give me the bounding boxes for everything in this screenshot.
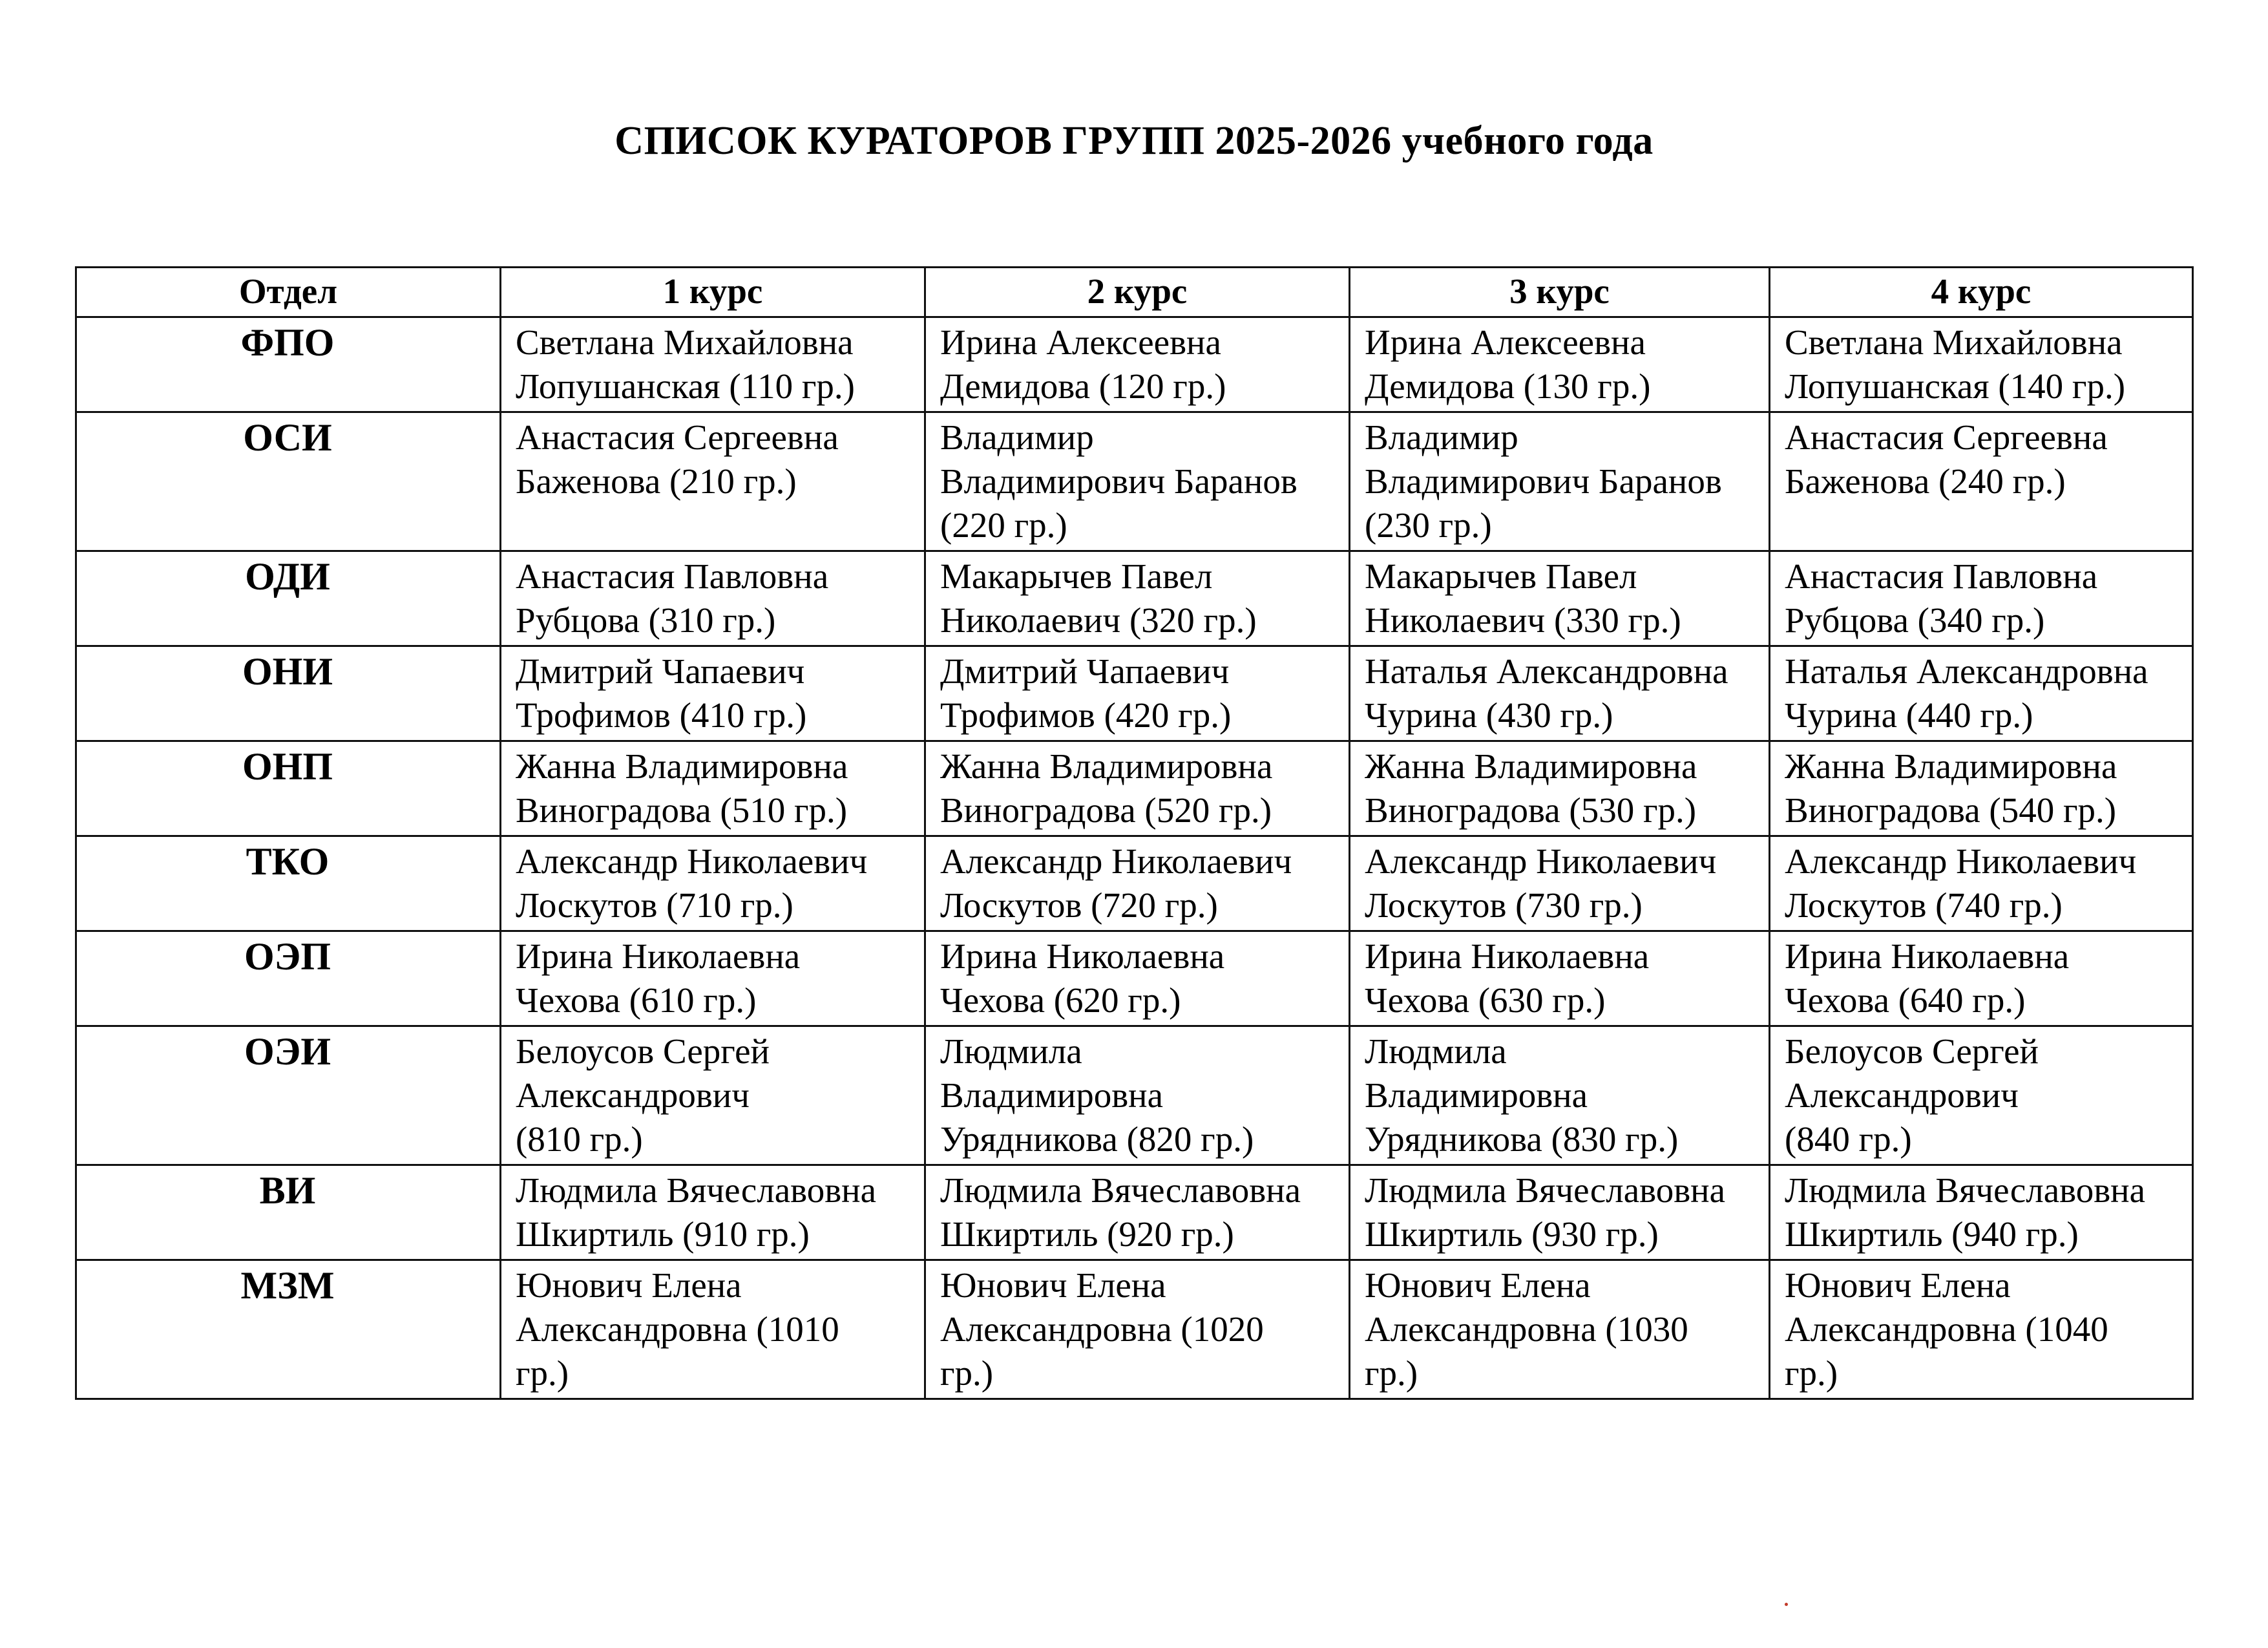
curator-text-line: Жанна Владимировна [516,746,848,786]
curator-text-line: Александровна (1010 [516,1309,839,1349]
header-dept: Отдел [76,268,501,317]
dept-cell: ОСИ [76,412,501,551]
curators-table [75,266,2194,1400]
curator-text-line: Александр Николаевич [940,841,1292,881]
curator-text-line: Владимирович Баранов [940,461,1297,501]
curator-text-line: Шкиртиль (930 гр.) [1365,1214,1659,1254]
header-course-1: 1 курс [501,268,925,317]
curator-text-line: Чехова (640 гр.) [1785,980,2026,1020]
curator-text-line: Ирина Николаевна [1785,936,2070,976]
dept-cell: ОНИ [76,646,501,741]
curator-cell-course-2 [925,836,1350,931]
curator-cell-course-4 [1770,1165,2193,1260]
curator-cell-course-1 [501,412,925,551]
curator-text-line: Баженова (240 гр.) [1785,461,2066,501]
curator-text-line: Демидова (130 гр.) [1365,366,1651,406]
curator-text-line: Дмитрий Чапаевич [940,651,1230,691]
curator-text-line: Виноградова (540 гр.) [1785,790,2117,830]
curator-text-line: Виноградова (510 гр.) [516,790,848,830]
dept-cell: ФПО [76,317,501,412]
curator-cell-course-1 [501,1165,925,1260]
curator-cell-course-1 [501,741,925,836]
curator-text-line: Александр Николаевич [516,841,868,881]
curator-cell-course-4 [1770,646,2193,741]
curator-text-line: Лоскутов (740 гр.) [1785,885,2063,925]
curator-cell-course-4 [1770,836,2193,931]
curator-text-line: Макарычев Павел [940,556,1213,596]
curator-text-line: Лоскутов (720 гр.) [940,885,1218,925]
curator-cell-course-1 [501,1260,925,1399]
table-row [76,1026,2193,1165]
curator-cell-course-4 [1770,931,2193,1026]
curator-cell-course-4 [1770,317,2193,412]
curator-text-line: Людмила [1365,1031,1507,1071]
curator-text-line: Владимировна [940,1075,1164,1115]
header-course-4: 4 курс [1770,268,2193,317]
curator-cell-course-2 [925,741,1350,836]
header-course-2: 2 курс [925,268,1350,317]
dept-cell: ВИ [76,1165,501,1260]
curator-text-line: Шкиртиль (920 гр.) [940,1214,1234,1254]
curator-cell-course-4 [1770,741,2193,836]
curator-cell-course-1 [501,551,925,646]
curator-cell-course-4 [1770,412,2193,551]
table-row [76,1260,2193,1399]
curator-text-line: Белоусов Сергей [516,1031,770,1071]
curator-text-line: Владимир [1365,417,1518,457]
curator-text-line: Владимир [940,417,1094,457]
curator-text-line: Урядникова (820 гр.) [940,1119,1254,1159]
curator-text-line: Баженова (210 гр.) [516,461,797,501]
curator-text-line: Чурина (440 гр.) [1785,695,2033,735]
table-row [76,317,2193,412]
curator-text-line: гр.) [516,1353,569,1393]
curator-text-line: Юнович Елена [516,1265,742,1305]
curator-text-line: Трофимов (420 гр.) [940,695,1232,735]
curator-cell-course-2 [925,931,1350,1026]
table-row [76,1165,2193,1260]
curator-text-line: Лопушанская (110 гр.) [516,366,855,406]
curator-text-line: Александрович [1785,1075,2019,1115]
curator-cell-course-2 [925,646,1350,741]
curator-cell-course-3 [1350,741,1770,836]
curator-cell-course-1 [501,931,925,1026]
table-row [76,646,2193,741]
curator-text-line: Шкиртиль (940 гр.) [1785,1214,2079,1254]
header-course-3: 3 курс [1350,268,1770,317]
table-row [76,551,2193,646]
dept-cell: ОНП [76,741,501,836]
curator-cell-course-3 [1350,646,1770,741]
curator-text-line: Юнович Елена [1365,1265,1591,1305]
curator-text-line: Людмила Вячеславовна [1785,1170,2146,1210]
curator-text-line: Людмила Вячеславовна [1365,1170,1726,1210]
curator-text-line: Шкиртиль (910 гр.) [516,1214,810,1254]
curator-text-line: Анастасия Павловна [516,556,829,596]
curator-text-line: Ирина Николаевна [940,936,1225,976]
curator-text-line: Людмила [940,1031,1082,1071]
curator-cell-course-2 [925,1260,1350,1399]
curator-text-line: Наталья Александровна [1785,651,2148,691]
curator-text-line: Александр Николаевич [1365,841,1717,881]
curator-text-line: гр.) [940,1353,994,1393]
curator-text-line: Ирина Николаевна [1365,936,1650,976]
curator-text-line: (840 гр.) [1785,1119,1912,1159]
curator-cell-course-2 [925,412,1350,551]
curator-text-line: Александр Николаевич [1785,841,2137,881]
curator-cell-course-2 [925,317,1350,412]
curator-text-line: Юнович Елена [940,1265,1166,1305]
curator-cell-course-3 [1350,551,1770,646]
curator-cell-course-1 [501,1026,925,1165]
curator-cell-course-3 [1350,836,1770,931]
curator-text-line: гр.) [1365,1353,1418,1393]
curator-text-line: Макарычев Павел [1365,556,1637,596]
table-header-row [76,268,2193,317]
curator-text-line: (230 гр.) [1365,505,1492,545]
curator-text-line: Чехова (630 гр.) [1365,980,1606,1020]
curator-cell-course-3 [1350,412,1770,551]
curator-text-line: Чехова (620 гр.) [940,980,1181,1020]
dept-cell: ТКО [76,836,501,931]
dept-cell: МЗМ [76,1260,501,1399]
curator-text-line: Наталья Александровна [1365,651,1728,691]
curator-text-line: Николаевич (330 гр.) [1365,600,1681,640]
curator-cell-course-3 [1350,1026,1770,1165]
curator-text-line: Рубцова (340 гр.) [1785,600,2045,640]
document-title: СПИСОК КУРАТОРОВ ГРУПП 2025-2026 учебного года [614,119,1654,163]
curator-text-line: Виноградова (520 гр.) [940,790,1272,830]
curator-text-line: Александрович [516,1075,750,1115]
curator-text-line: Урядникова (830 гр.) [1365,1119,1679,1159]
curator-text-line: гр.) [1785,1353,1838,1393]
curator-text-line: (810 гр.) [516,1119,643,1159]
dept-cell: ОЭП [76,931,501,1026]
curator-text-line: Ирина Алексеевна [1365,322,1646,362]
curator-text-line: Анастасия Сергеевна [516,417,839,457]
curator-text-line: Рубцова (310 гр.) [516,600,776,640]
curator-text-line: Жанна Владимировна [1365,746,1697,786]
curator-text-line: Ирина Николаевна [516,936,801,976]
curator-text-line: Белоусов Сергей [1785,1031,2039,1071]
curator-cell-course-2 [925,1026,1350,1165]
curator-text-line: Александровна (1040 [1785,1309,2108,1349]
curator-text-line: Александровна (1020 [940,1309,1264,1349]
curator-text-line: Николаевич (320 гр.) [940,600,1257,640]
dept-cell: ОДИ [76,551,501,646]
curator-cell-course-3 [1350,931,1770,1026]
ink-speck [1785,1603,1788,1606]
table-row [76,741,2193,836]
curator-text-line: Жанна Владимировна [940,746,1273,786]
curator-text-line: Лоскутов (710 гр.) [516,885,793,925]
table-row [76,931,2193,1026]
table-row [76,412,2193,551]
curator-cell-course-4 [1770,1260,2193,1399]
curator-text-line: Дмитрий Чапаевич [516,651,805,691]
curator-text-line: Людмила Вячеславовна [516,1170,877,1210]
curator-cell-course-4 [1770,1026,2193,1165]
curator-text-line: (220 гр.) [940,505,1067,545]
curator-text-line: Лоскутов (730 гр.) [1365,885,1643,925]
curator-text-line: Людмила Вячеславовна [940,1170,1301,1210]
curator-cell-course-1 [501,646,925,741]
curator-cell-course-3 [1350,1165,1770,1260]
curator-cell-course-4 [1770,551,2193,646]
curator-cell-course-3 [1350,317,1770,412]
dept-cell: ОЭИ [76,1026,501,1165]
curator-text-line: Лопушанская (140 гр.) [1785,366,2126,406]
curator-text-line: Ирина Алексеевна [940,322,1221,362]
curator-cell-course-2 [925,1165,1350,1260]
curator-text-line: Александровна (1030 [1365,1309,1688,1349]
curator-text-line: Владимировна [1365,1075,1588,1115]
curator-cell-course-2 [925,551,1350,646]
curator-text-line: Анастасия Павловна [1785,556,2098,596]
curator-text-line: Виноградова (530 гр.) [1365,790,1697,830]
curator-text-line: Жанна Владимировна [1785,746,2117,786]
curator-text-line: Владимирович Баранов [1365,461,1722,501]
table-row [76,836,2193,931]
curator-cell-course-3 [1350,1260,1770,1399]
curator-text-line: Демидова (120 гр.) [940,366,1226,406]
curator-text-line: Чурина (430 гр.) [1365,695,1613,735]
curator-text-line: Чехова (610 гр.) [516,980,757,1020]
table-body [76,317,2193,1399]
curator-text-line: Юнович Елена [1785,1265,2011,1305]
curator-text-line: Светлана Михайловна [1785,322,2123,362]
curator-cell-course-1 [501,836,925,931]
curator-text-line: Трофимов (410 гр.) [516,695,807,735]
curator-cell-course-1 [501,317,925,412]
curator-text-line: Светлана Михайловна [516,322,854,362]
curator-text-line: Анастасия Сергеевна [1785,417,2108,457]
